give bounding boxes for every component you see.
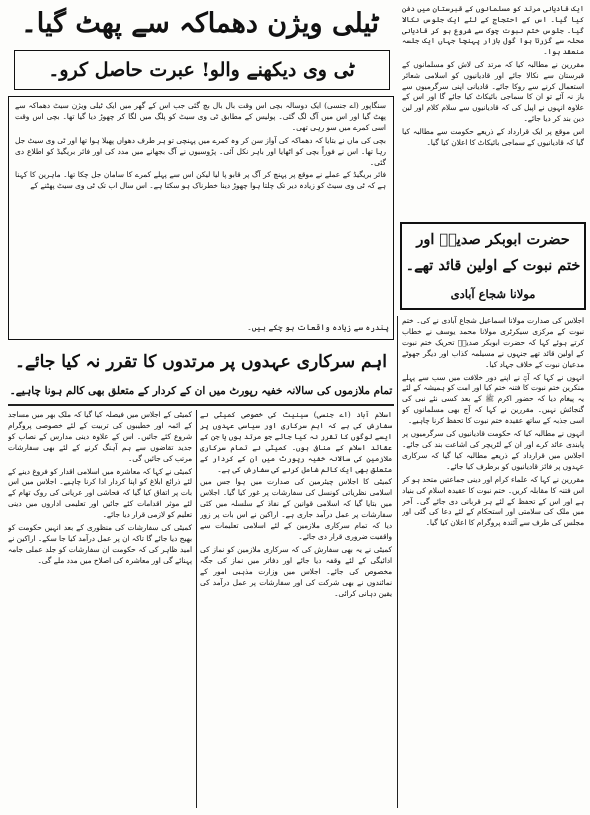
senate-story-paragraph: کمیٹی کی سفارشات کی منظوری کے بعد انہیں حکومت کو بھیج دیا جائے گا تاکہ ان پر عمل درآمد کیا جا سکے۔ اراکین نے امید ظاہر کی کہ حکومت ان سفارشات کو جلد عملی جامہ پہنائے گی اور معاشرہ کی اصلاح میں مدد ملے گی۔ xyxy=(8,523,192,565)
senate-story-paragraph: کمیٹی کا اجلاس چیئرمین کی صدارت میں ہوا جس میں اسلامی نظریاتی کونسل کی سفارشات پر غور کیا گیا۔ اجلاس میں بتایا گیا کہ اسلامی قوانین کے نفاذ کے سلسلہ میں کئی سفارشات پر عمل درآمد جاری ہے۔ اراکین نے اس بات پر زور دیا کہ تمام سرکاری ملازمین کے لئے اسلامی تعلیمات سے واقفیت ضروری قرار دی جائے۔ xyxy=(200,477,392,541)
tv-story-body-end: پندرہ سے زیادہ واقعات ہو چکے ہیں۔ xyxy=(247,323,389,332)
tehreek-story-paragraph: مقررین نے کہا کہ علماء کرام اور دینی جماعتیں متحد ہو کر اس فتنہ کا مقابلہ کریں۔ ختم نبوت کا عقیدہ اسلام کی بنیاد ہے اور اس کے تحفظ کے لئے ہر قربانی دی جائے گی۔ آخر میں ملک کی سلامتی اور استحکام کے لئے دعا کی گئی اور مجلس کی طرف سے آئندہ پروگرام کا اعلان کیا گیا۔ xyxy=(402,474,584,528)
qadiani-story-paragraph: مقررین نے مطالبہ کیا کہ مرتد کی لاش کو مسلمانوں کے قبرستان سے نکالا جائے اور قادیانیوں کو اسلامی شعائر استعمال کرنے سے روکا جائے۔ قادیانی اپنی سرگرمیوں سے باز نہ آئے تو ان کا سماجی بائیکاٹ کیا جائے گا اور اس کے علاوہ انہوں نے اپیل کی کہ قادیانیوں سے سلام کلام اور لین دین بند کر دیا جائے۔ xyxy=(402,59,584,123)
tv-story-headline: ٹیلی ویژن دھماکہ سے پھٹ گیا۔ xyxy=(20,8,380,39)
tehreek-headline-line1: حضرت ابوبکر صدیقؓ اور xyxy=(416,231,570,248)
senate-story-column-2 xyxy=(8,410,192,811)
tv-story-paragraph: فائر بریگیڈ کے عملے نے موقع پر پہنچ کر آگ پر قابو پا لیا لیکن اس سے پہلے کمرے کا سامان جل چکا تھا۔ ماہرین کا کہنا ہے کہ ٹی وی سیٹ کو زیادہ دیر تک چلتا ہوا چھوڑ دینا خطرناک ہو سکتا ہے۔ اس سال اب تک ٹی وی سیٹ پھٹنے کے xyxy=(15,170,386,191)
column-divider xyxy=(397,316,398,808)
tehreek-story-paragraph: انہوں نے کہا کہ آپؓ نے اپنے دور خلافت میں سب سے پہلے منکرین ختم نبوت کا فتنہ ختم کیا اور امت کو ہمیشہ کے لئے یہ پیغام دیا کہ حضور اکرم ﷺ کے بعد کسی نئے نبی کی گنجائش نہیں۔ مقررین نے کہا کہ آج بھی مسلمانوں کو اسی جذبہ کے ساتھ عقیدہ ختم نبوت کا تحفظ کرنا چاہیے۔ xyxy=(402,372,584,426)
qadiani-story-paragraph: ایک قادیانی مرتد کو مسلمانوں کے قبرستان میں دفن کیا گیا۔ اس کے احتجاج کے لئے ایک جلوس نکالا گیا۔ جلوس ختم نبوت چوک سے شروع ہو کر قادیانی محلہ سے گزرتا ہوا گول بازار پہنچا جہاں ایک جلسہ منعقد ہوا۔ xyxy=(402,4,584,57)
senate-story-subhead: تمام ملازموں کی سالانہ خفیہ رپورٹ میں ان کے کردار کے متعلق بھی کالم ہونا چاہیے۔ xyxy=(9,385,393,397)
tehreek-story-body xyxy=(402,316,584,811)
tv-story-paragraph: بچی کی ماں نے بتایا کہ دھماکہ کی آواز سن کر وہ کمرے میں پہنچی تو ہر طرف دھواں پھیلا ہوا تھا اور ٹی وی سیٹ جل رہا تھا۔ اس نے فوراً بچی کو اٹھایا اور باہر نکل آئی۔ پڑوسیوں نے آگ بجھانے میں مدد کی اور فائر بریگیڈ کو اطلاع دی گئی۔ xyxy=(15,135,386,167)
tv-story-subhead: ٹی وی دیکھنے والو! عبرت حاصل کرو۔ xyxy=(48,59,355,81)
tehreek-story-paragraph: اجلاس کی صدارت مولانا اسماعیل شجاع آبادی نے کی۔ ختم نبوت کے مرکزی سیکرٹری مولانا محمد یوسف نے خطاب کرتے ہوئے کہا کہ حضرت ابوبکر صدیقؓ تحریک ختم نبوت کے اولین قائد تھے جنہوں نے مسیلمہ کذاب اور دیگر جھوٹے مدعیان نبوت کے خلاف جہاد کیا۔ xyxy=(402,316,584,369)
tehreek-author: مولانا شجاع آبادی xyxy=(450,287,536,301)
senate-story-rule xyxy=(8,404,394,406)
senate-story-paragraph: کمیٹی نے کہا کہ معاشرہ میں اسلامی اقدار کو فروغ دینے کے لئے ذرائع ابلاغ کو اپنا کردار ادا کرنا چاہیے۔ اجلاس میں اس بات پر اتفاق کیا گیا کہ فحاشی اور عریانی کی روک تھام کے لئے موثر اقدامات کئے جائیں اور تعلیمی اداروں میں دینی تعلیم کو لازمی قرار دیا جائے۔ xyxy=(8,466,192,520)
qadiani-story-paragraph: اس موقع پر ایک قرارداد کے ذریعے حکومت سے مطالبہ کیا گیا کہ قادیانیوں کے سماجی بائیکاٹ کا اعلان کیا گیا۔ xyxy=(402,126,584,147)
qadiani-story-body xyxy=(402,4,584,216)
tv-story-paragraph: سنگاپور (اے جنسی) ایک دوسالہ بچی اس وقت بال بال بچ گئی جب اس کے گھر میں ایک ٹیلی ویژن سیٹ دھماکہ سے پھٹ گیا اور اس میں آگ لگ گئی۔ پولیس کے مطابق ٹی وی سیٹ کو پلگ میں لگا کر چھوڑ دیا گیا تھا۔ بچی اس وقت اسی کمرے میں سو رہی تھی۔ xyxy=(15,101,386,132)
senate-story-paragraph: کمیٹی کے اجلاس میں فیصلہ کیا گیا کہ ملک بھر میں مساجد کے ائمہ اور خطیبوں کی تربیت کے لئے خصوصی پروگرام شروع کئے جائیں۔ اس کے علاوہ دینی مدارس کے نصاب کو جدید تقاضوں سے ہم آہنگ کرنے کے لئے بھی سفارشات مرتب کی جائیں گی۔ xyxy=(8,410,192,463)
senate-story-paragraph: کمیٹی نے یہ بھی سفارش کی کہ سرکاری ملازمین کو نماز کی ادائیگی کے لئے وقفہ دیا جائے اور دفاتر میں نماز کی جگہ مخصوص کی جائے۔ اجلاس میں وزارت مذہبی امور کے نمائندوں نے بھی شرکت کی اور سفارشات پر عمل درآمد کی یقین دہانی کرائی۔ xyxy=(200,544,392,598)
tehreek-headline-box xyxy=(400,222,586,310)
tv-story-body-box xyxy=(8,96,394,340)
senate-story-column-1 xyxy=(200,410,392,811)
tv-story-subhead-box xyxy=(14,50,390,90)
senate-story-headline: اہم سرکاری عہدوں پر مرتدوں کا تقرر نہ کیا جائے۔ xyxy=(15,352,387,372)
column-divider xyxy=(196,410,197,808)
tehreek-headline-line2: ختم نبوت کے اولین قائد تھے۔ xyxy=(405,257,581,274)
senate-story-paragraph: اسلام آباد (اے جنسی) سینیٹ کی خصوصی کمیٹی نے سفارش کی ہے کہ اہم سرکاری اور سیاسی عہدوں پر ایسے لوگوں کا تقرر نہ کیا جائے جو مرتد ہوں یا جن کے عقائد اسلام کے منافی ہوں۔ کمیٹی نے تمام سرکاری ملازمین کی سالانہ خفیہ رپورٹ میں ان کے کردار کے متعلق بھی ایک کالم شامل کرنے کی سفارش کی ہے۔ xyxy=(200,410,392,474)
tehreek-story-paragraph: انہوں نے مطالبہ کیا کہ حکومت قادیانیوں کی سرگرمیوں پر پابندی عائد کرے اور ان کے لٹریچر کی اشاعت بند کی جائے۔ اجلاس میں قرارداد کے ذریعے مطالبہ کیا گیا کہ سرکاری عہدوں پر فائز قادیانیوں کو برطرف کیا جائے۔ xyxy=(402,429,584,471)
tv-story-body xyxy=(15,101,386,319)
